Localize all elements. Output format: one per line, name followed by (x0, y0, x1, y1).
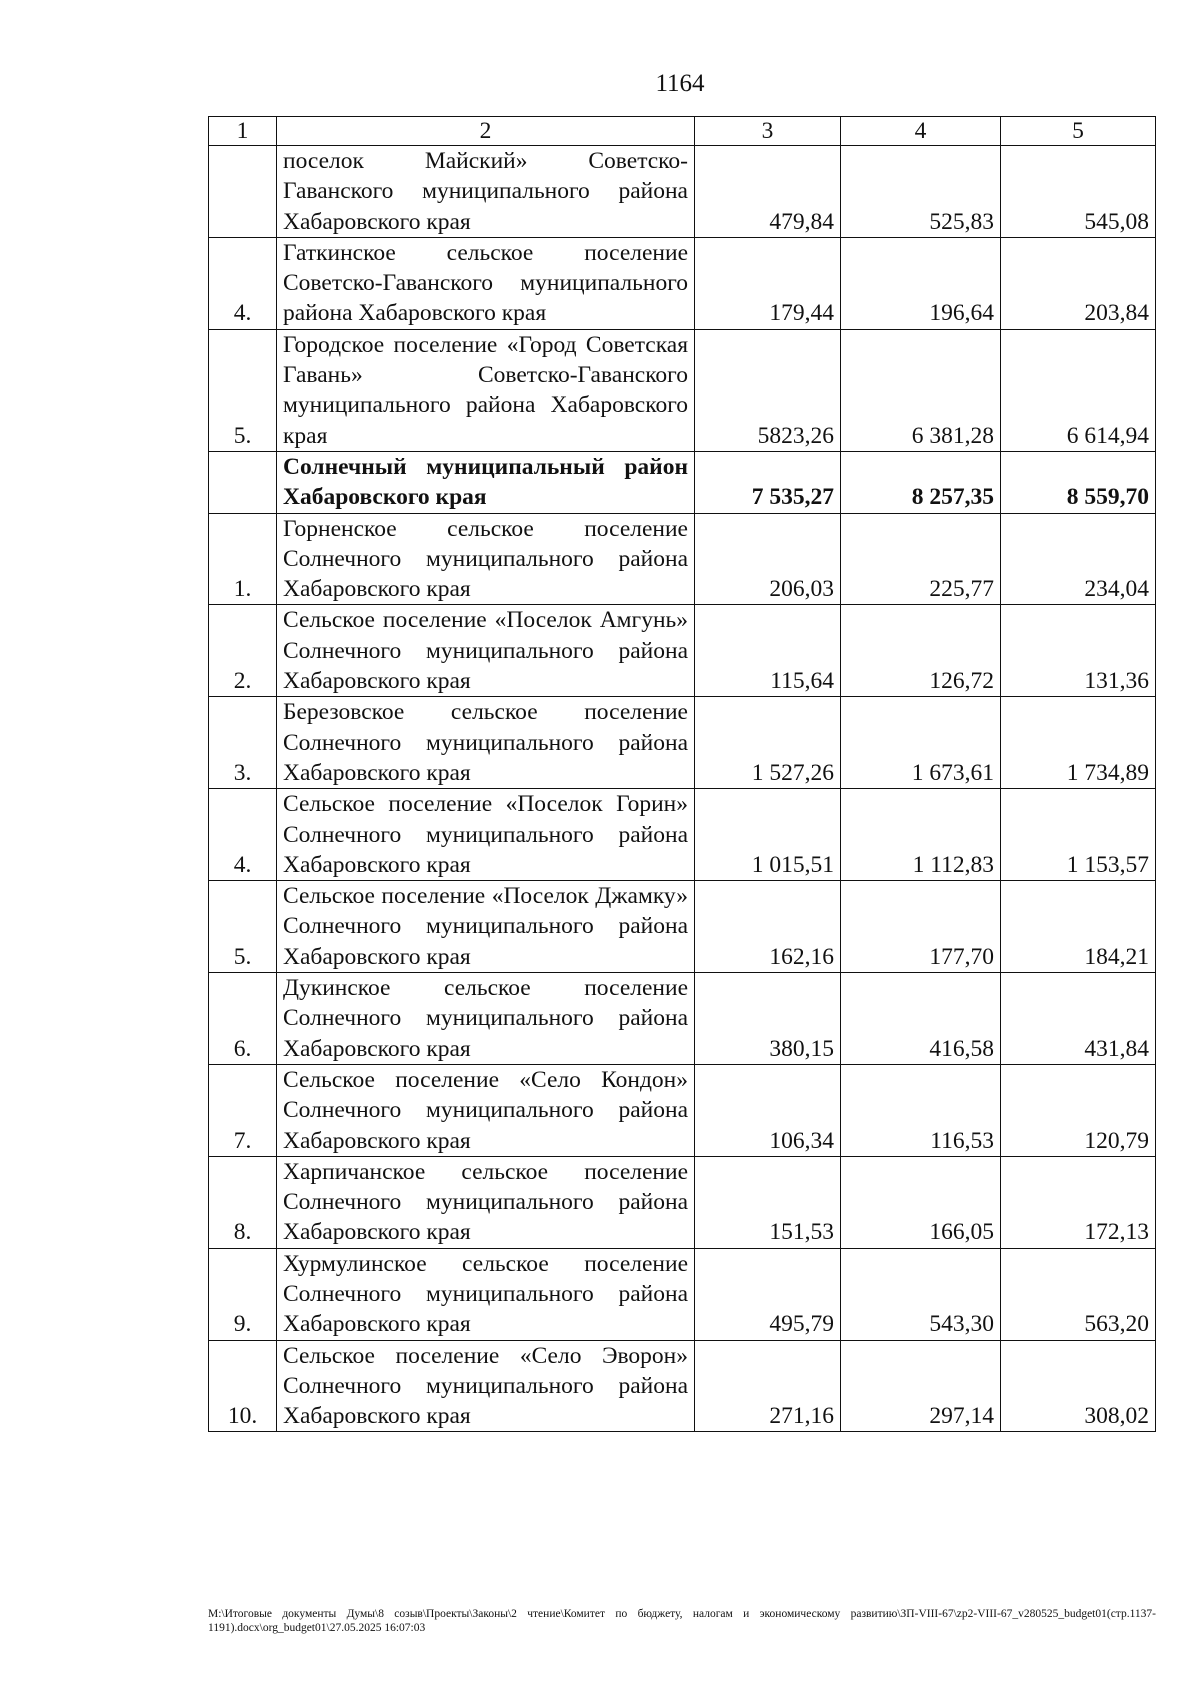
table-header-row (209, 117, 1156, 146)
value-col3-cell: 1 527,26 (695, 697, 841, 789)
value-col4-cell: 525,83 (841, 146, 1001, 238)
value-col5-cell: 184,21 (1001, 881, 1156, 973)
value-col3-cell: 7 535,27 (695, 451, 841, 513)
value-col3-cell: 1 015,51 (695, 789, 841, 881)
value-col3-cell: 271,16 (695, 1340, 841, 1432)
municipality-name-cell: Гаткинское сельское поселение Советско-Гаванского муниципального района Хабаровского края (277, 237, 695, 329)
header-cell-3: 3 (695, 117, 841, 146)
table-row (209, 1064, 1156, 1156)
row-number-cell: 7. (209, 1064, 277, 1156)
value-col5-cell: 6 614,94 (1001, 329, 1156, 451)
municipality-name-cell: Горненское сельское поселение Солнечного муниципального района Хабаровского края (277, 513, 695, 605)
value-col3-cell: 115,64 (695, 605, 841, 697)
row-number-cell: 9. (209, 1248, 277, 1340)
value-col4-cell: 225,77 (841, 513, 1001, 605)
value-col5-cell: 431,84 (1001, 973, 1156, 1065)
row-number-cell (209, 146, 277, 238)
value-col5-cell: 1 153,57 (1001, 789, 1156, 881)
value-col4-cell: 126,72 (841, 605, 1001, 697)
municipality-name-cell: поселок Майский» Советско-Гаванского муниципального района Хабаровского края (277, 146, 695, 238)
value-col4-cell: 1 112,83 (841, 789, 1001, 881)
value-col3-cell: 151,53 (695, 1156, 841, 1248)
table-row (209, 513, 1156, 605)
header-cell-1: 1 (209, 117, 277, 146)
value-col5-cell: 563,20 (1001, 1248, 1156, 1340)
value-col3-cell: 106,34 (695, 1064, 841, 1156)
value-col4-cell: 196,64 (841, 237, 1001, 329)
value-col3-cell: 162,16 (695, 881, 841, 973)
value-col3-cell: 206,03 (695, 513, 841, 605)
table-row (209, 697, 1156, 789)
table-row (209, 881, 1156, 973)
table-row (209, 451, 1156, 513)
row-number-cell: 8. (209, 1156, 277, 1248)
table-row (209, 1156, 1156, 1248)
value-col3-cell: 380,15 (695, 973, 841, 1065)
header-cell-2: 2 (277, 117, 695, 146)
value-col5-cell: 308,02 (1001, 1340, 1156, 1432)
value-col5-cell: 1 734,89 (1001, 697, 1156, 789)
table-row (209, 237, 1156, 329)
page-number: 1164 (655, 70, 705, 97)
row-number-cell: 1. (209, 513, 277, 605)
row-number-cell: 3. (209, 697, 277, 789)
municipality-name-cell: Дукинское сельское поселение Солнечного муниципального района Хабаровского края (277, 973, 695, 1065)
row-number-cell: 2. (209, 605, 277, 697)
table-row (209, 789, 1156, 881)
table-row (209, 329, 1156, 451)
municipality-name-cell: Хурмулинское сельское поселение Солнечного муниципального района Хабаровского края (277, 1248, 695, 1340)
municipality-name-cell: Сельское поселение «Поселок Горин» Солнечного муниципального района Хабаровского края (277, 789, 695, 881)
value-col4-cell: 297,14 (841, 1340, 1001, 1432)
header-cell-4: 4 (841, 117, 1001, 146)
budget-table (208, 116, 1156, 1432)
row-number-cell: 5. (209, 881, 277, 973)
municipality-name-cell: Сельское поселение «Село Кондон» Солнечного муниципального района Хабаровского края (277, 1064, 695, 1156)
table-row (209, 146, 1156, 238)
value-col4-cell: 8 257,35 (841, 451, 1001, 513)
value-col3-cell: 5823,26 (695, 329, 841, 451)
value-col3-cell: 479,84 (695, 146, 841, 238)
value-col5-cell: 234,04 (1001, 513, 1156, 605)
value-col5-cell: 8 559,70 (1001, 451, 1156, 513)
municipality-name-cell: Сельское поселение «Поселок Джамку» Солнечного муниципального района Хабаровского края (277, 881, 695, 973)
value-col5-cell: 120,79 (1001, 1064, 1156, 1156)
municipality-name-cell: Городское поселение «Город Советская Гавань» Советско-Гаванского муниципального района Хабаровского края (277, 329, 695, 451)
table-row (209, 605, 1156, 697)
municipality-name-cell: Сельское поселение «Село Эворон» Солнечного муниципального района Хабаровского края (277, 1340, 695, 1432)
value-col4-cell: 166,05 (841, 1156, 1001, 1248)
municipality-name-cell: Харпичанское сельское поселение Солнечного муниципального района Хабаровского края (277, 1156, 695, 1248)
document-footer-path: M:\Итоговые документы Думы\8 созыв\Проекты\Законы\2 чтение\Комитет по бюджету, налогам и экономическому развитию\ЗП-VIII-67\zp2-VIII-67_v280525_budget01(стр.1137-1191).docx\org_budget01\27.05.2025 16:07:03 (208, 1608, 1156, 1634)
row-number-cell: 6. (209, 973, 277, 1065)
row-number-cell: 4. (209, 237, 277, 329)
row-number-cell: 4. (209, 789, 277, 881)
value-col5-cell: 203,84 (1001, 237, 1156, 329)
value-col4-cell: 6 381,28 (841, 329, 1001, 451)
municipality-name-cell: Сельское поселение «Поселок Амгунь» Солнечного муниципального района Хабаровского края (277, 605, 695, 697)
value-col5-cell: 131,36 (1001, 605, 1156, 697)
value-col5-cell: 545,08 (1001, 146, 1156, 238)
table-body (209, 117, 1156, 1432)
value-col4-cell: 177,70 (841, 881, 1001, 973)
value-col4-cell: 116,53 (841, 1064, 1001, 1156)
value-col4-cell: 416,58 (841, 973, 1001, 1065)
value-col5-cell: 172,13 (1001, 1156, 1156, 1248)
municipality-name-cell: Солнечный муниципальный район Хабаровского края (277, 451, 695, 513)
value-col4-cell: 543,30 (841, 1248, 1001, 1340)
row-number-cell: 5. (209, 329, 277, 451)
value-col3-cell: 179,44 (695, 237, 841, 329)
value-col3-cell: 495,79 (695, 1248, 841, 1340)
row-number-cell: 10. (209, 1340, 277, 1432)
header-cell-5: 5 (1001, 117, 1156, 146)
value-col4-cell: 1 673,61 (841, 697, 1001, 789)
table-row (209, 973, 1156, 1065)
table-row (209, 1340, 1156, 1432)
row-number-cell (209, 451, 277, 513)
table-row (209, 1248, 1156, 1340)
municipality-name-cell: Березовское сельское поселение Солнечного муниципального района Хабаровского края (277, 697, 695, 789)
